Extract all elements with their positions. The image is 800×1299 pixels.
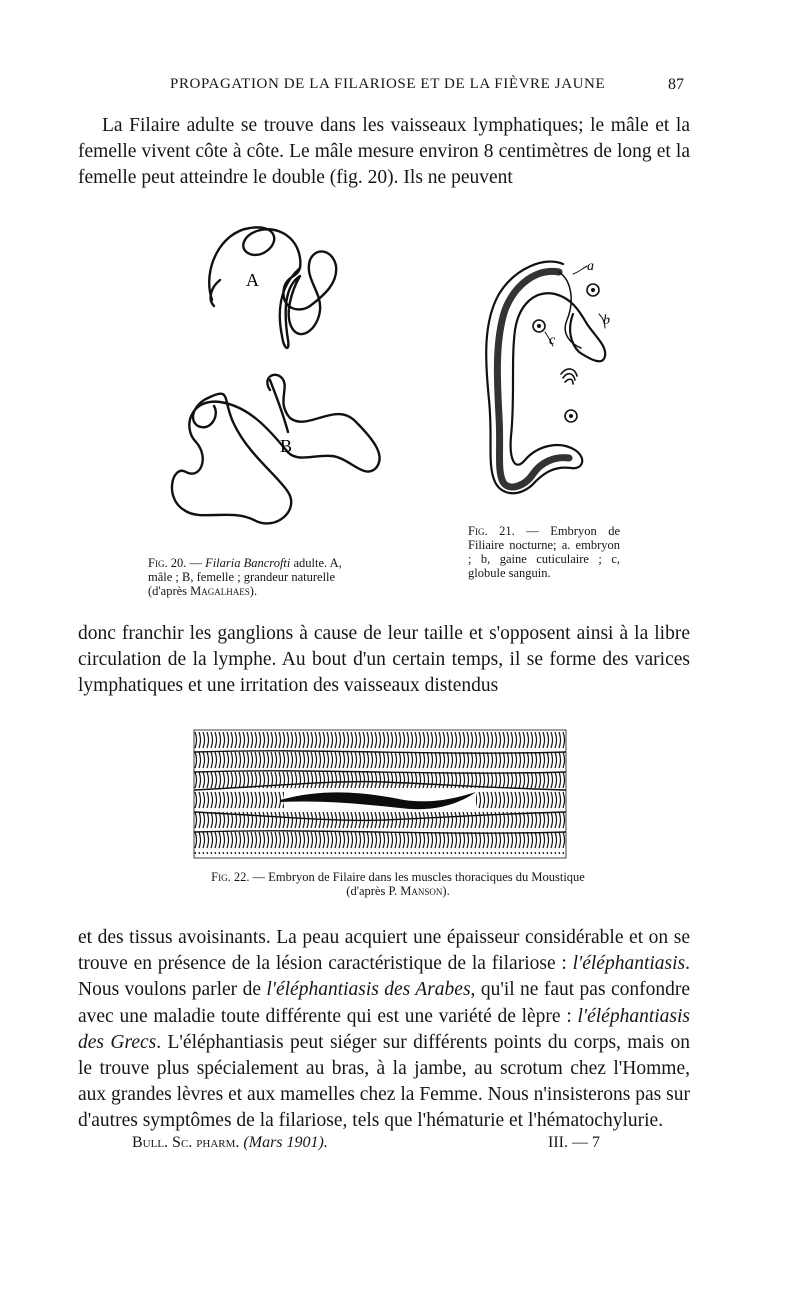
embryon-body xyxy=(497,271,569,487)
paragraph-2 xyxy=(78,621,690,700)
paragraph-3-text xyxy=(78,925,690,1135)
footer-journal-name: Bull. Sc. pharm. xyxy=(132,1134,240,1151)
worm-a-male xyxy=(209,227,336,348)
footer-sheet: III. — 7 xyxy=(548,1134,600,1151)
footer-journal xyxy=(132,1134,328,1152)
paragraph-1-text: La Filaire adulte se trouve dans les vaisseaux lymphatiques; le mâle et la femelle vivent côte à côte. Le mâle mesure environ 8 centimètres de long et la femelle peut atteindre le double (fig. 20). Ils ne peuvent xyxy=(78,115,690,189)
p3-part-g: . L'éléphantiasis peut siéger sur différents points du corps, mais on le trouve plus spécialement au bras, à la jambe, au scrotum chez l'Homme, aux grandes lèvres et aux mamelles chez la Femme. Nous n'insisterons pas sur d'autres symptômes de la filariose, tels que l'hématurie et l'hématochylurie. xyxy=(78,1031,691,1132)
fig21-caption-number: Fig. 21. xyxy=(468,524,515,538)
figure-22-illustration xyxy=(194,730,566,858)
fig22-caption-line2-a: (d'après P. xyxy=(346,884,401,898)
fig22-caption-line-2 xyxy=(148,884,648,898)
fig22-caption-line-1 xyxy=(148,870,648,884)
fig20-caption-dash: — xyxy=(186,556,206,570)
paragraph-2-text: donc franchir les ganglions à cause de leur taille et s'opposent ainsi à la libre circulation de la lymphe. Au bout d'un certain temps, il se forme des varices lymphatiques et une irritation des vaisseaux distendus xyxy=(78,623,690,697)
fig22-caption-author: Manson xyxy=(400,884,443,898)
figure-20-caption xyxy=(148,556,348,598)
fig20-caption-author: Magalhaes xyxy=(190,584,250,598)
fig21-label-a: a xyxy=(587,259,594,274)
fig22-caption-line2-b: ). xyxy=(442,884,450,898)
p3-term-arabes: l'éléphantiasis des Arabes xyxy=(266,979,471,1001)
fig20-caption-title: Filaria Bancrofti xyxy=(205,556,291,570)
fig22-caption-number: Fig. 22. xyxy=(211,870,250,884)
p3-term-grecs: l'éléphantiasis des Grecs xyxy=(78,1005,690,1053)
fig21-label-b: b xyxy=(603,313,610,328)
p3-part-e: , qu'il ne faut pas confondre avec une maladie toute différente qui est une variété de lèpre : xyxy=(78,979,690,1027)
blood-globule-4 xyxy=(561,369,577,384)
figure-20-illustration xyxy=(150,210,400,550)
page-number: 87 xyxy=(668,76,684,93)
figure-22-caption xyxy=(148,870,648,898)
p3-term-elephantiasis: l'éléphantiasis xyxy=(572,953,686,975)
p3-part-c: . Nous voulons parler de xyxy=(78,953,690,1001)
figure-21-illustration xyxy=(475,250,625,510)
fig20-label-a: A xyxy=(246,270,259,290)
running-title: PROPAGATION DE LA FILARIOSE ET DE LA FIÈVRE JAUNE xyxy=(170,76,606,92)
figure-21-caption xyxy=(468,524,620,580)
fig20-caption-end: ). xyxy=(249,584,258,598)
p3-part-a: et des tissus avoisinants. La peau acquiert une épaisseur considérable et on se trouve en présence de la lésion caractéristique de la filariose : xyxy=(78,927,690,975)
footer-date: (Mars 1901). xyxy=(243,1134,328,1151)
fig21-label-c: c xyxy=(549,333,556,348)
fig21-caption-text: — Embryon de Filiaire nocturne; a. embryon ; b, gaine cuticulaire ; c, globule sanguin. xyxy=(468,524,620,580)
fig22-caption-text: — Embryon de Filaire dans les muscles thoraciques du Moustique xyxy=(249,870,585,884)
fig20-label-b: B xyxy=(280,436,293,456)
fig20-caption-rest: adulte. A, mâle ; B, femelle ; grandeur naturelle (d'après xyxy=(148,556,342,598)
paragraph-1 xyxy=(78,113,690,192)
fig20-caption-number: Fig. 20. xyxy=(148,556,187,570)
paragraph-3 xyxy=(78,925,690,1135)
